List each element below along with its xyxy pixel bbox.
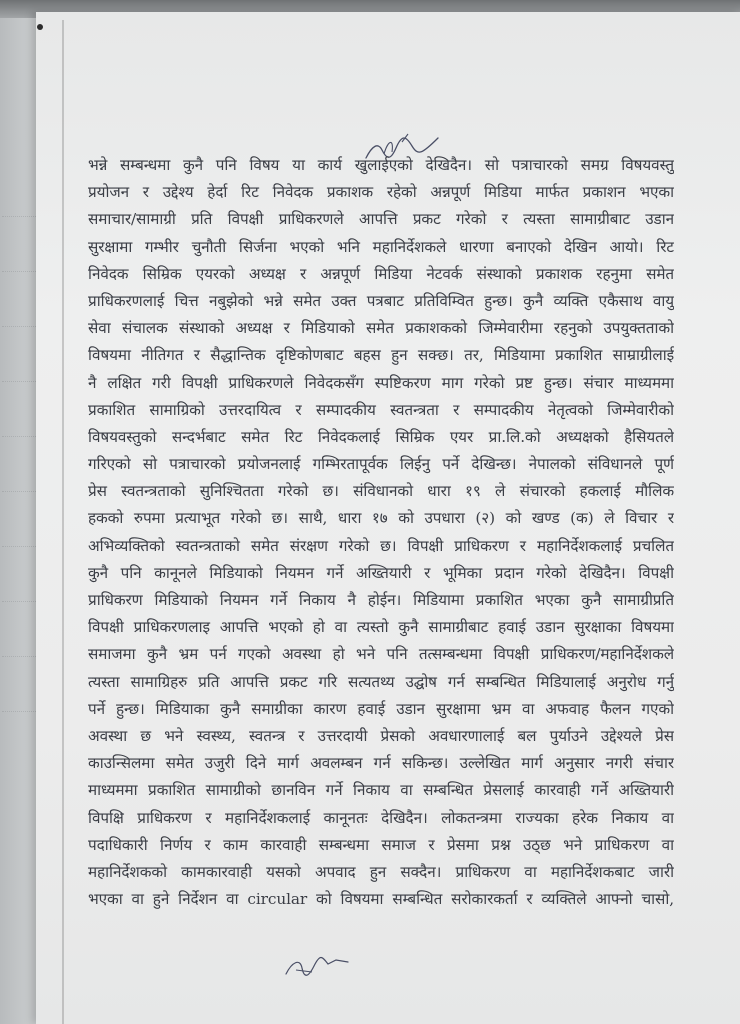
- text-line: विपक्षि प्राधिकरण र महानिर्देशकलाई कानूनतः देखिदैन। लोकतन्त्रमा राज्यका हरेक निकाय वा: [88, 808, 674, 827]
- text-line: प्रयोजन र उद्देश्य हेर्दा रिट निवेदक प्रकाशक रहेको अन्नपूर्ण मिडिया मार्फत प्रकाशन भएका: [88, 183, 674, 202]
- text-line: समाचार/सामाग्री प्रति विपक्षी प्राधिकरणले आपत्ति प्रकट गरेको र त्यस्ता सामाग्रीबाट उडान: [88, 210, 674, 229]
- text-line: प्रेस स्वतन्त्रताको सुनिश्चितता गरेको छ। संविधानको धारा १९ ले संचारको हकलाई मौलिक: [88, 482, 674, 501]
- pin-hole-icon: [37, 24, 43, 30]
- text-line: काउन्सिलमा समेत उजुरी दिने मार्ग अवलम्बन गर्न सकिन्छ। उल्लेखित मार्ग अनुसार नगरी संचार: [88, 754, 674, 773]
- text-line: भएका वा हुने निर्देशन वा circular को विषयमा सम्बन्धित सरोकारकर्ता र व्यक्तिले आफ्नो चासो,: [88, 890, 674, 909]
- text-line: प्राधिकरण मिडियाको नियमन गर्ने निकाय नै होईन। मिडियामा प्रकाशित भएका कुनै सामाग्रीप्रति: [88, 591, 674, 609]
- text-line: त्यस्ता सामाग्रिहरु प्रति आपत्ति प्रकट गरि सत्यतथ्य उद्घोष गर्न सम्बन्धित मिडियालाई अनुरोध गर्नु: [88, 672, 674, 691]
- text-line: प्राधिकरणलाई चित्त नबुझेको भन्ने समेत उक्त पत्रबाट प्रतिविम्वित हुन्छ। कुनै व्यक्ति एकैसाथ वायु: [88, 291, 674, 310]
- text-line: गरिएको सो पत्राचारको प्रयोजनलाई गम्भिरतापूर्वक लिईनु पर्ने देखिन्छ। नेपालको संविधानले पूर्ण: [88, 455, 674, 474]
- text-line: भन्ने सम्बन्धमा कुनै पनि विषय या कार्य खुलाईएको देखिदैन। सो पत्राचारको समग्र विषयवस्तु: [88, 156, 674, 174]
- text-line: समाजमा कुनै भ्रम पर्न गएको अवस्था हो भने पनि तत्सम्बन्धमा विपक्षी प्राधिकरण/महानिर्देशकले: [88, 645, 674, 664]
- text-line: विपक्षी प्राधिकरणलाइ आपत्ति भएको हो वा त्यस्तो कुनै सामाग्रीबाट हवाई उडान सुरक्षाका विषयमा: [88, 618, 674, 637]
- text-line: पर्ने हुन्छ। मिडियाका कुनै समाग्रीका कारण हवाई उडान सुरक्षामा भ्रम वा अफवाह फैलन गएको: [88, 699, 674, 718]
- text-line: कुनै पनि कानूनले मिडियाको नियमन गर्ने अख्तियारी र भूमिका प्रदान गरेको देखिदैन। विपक्षी: [88, 563, 674, 582]
- text-line: प्रकाशित सामाग्रिको उत्तरदायित्व र सम्पादकीय स्वतन्त्रता र सम्पादकीय नेतृत्वको जिम्मेवारीको: [88, 400, 674, 419]
- text-line: निवेदक सिम्रिक एयरको अध्यक्ष र अन्नपूर्ण मिडिया नेटवर्क संस्थाको प्रकाशक रहनुमा समेत: [88, 264, 674, 283]
- text-line: पदाधिकारी निर्णय र काम कारवाही सम्बन्धमा समाज र प्रेसमा प्रश्न उठ्छ भने प्राधिकरण वा: [88, 835, 674, 854]
- text-line: सुरक्षामा गम्भीर चुनौती सिर्जना भएको भनि महानिर्देशकले धारणा बनाएको देखिन आयो। रिट: [88, 237, 674, 256]
- page-fold-line: [62, 20, 64, 1024]
- text-line: अवस्था छ भने स्वस्थ्य, स्वतन्त्र र उत्तरदायी प्रेसको अवधारणालाई बल पुर्याउने उद्देश्यले प्रेस: [88, 726, 674, 745]
- text-line: नै लक्षित गरी विपक्षी प्राधिकरणले निवेदकसँग स्पष्टिकरण माग गरेको प्रष्ट हुन्छ। संचार माध्यममा: [88, 373, 674, 392]
- text-line: हकको रुपमा प्रत्याभूत गरेको छ। साथै, धारा १७ को उपधारा (२) को खण्ड (क) ले विचार र: [88, 509, 674, 528]
- text-line: विषयमा नीतिगत र सैद्धान्तिक दृष्टिकोणबाट बहस हुन सक्छ। तर, मिडियामा प्रकाशित साम्राग्रीलाई: [88, 346, 674, 365]
- bottom-signature-icon: [282, 950, 352, 980]
- document-body: [88, 152, 674, 913]
- text-line: सेवा संचालक संस्थाको अध्यक्ष र मिडियाको समेत प्रकाशकको जिम्मेवारीमा रहनुको उपयुक्तताको: [88, 319, 674, 338]
- text-line: महानिर्देशकको कामकारवाही यसको अपवाद हुन सक्दैन। प्राधिकरण वा महानिर्देशकबाट जारी: [88, 862, 674, 881]
- text-line: अभिव्यक्तिको स्वतन्त्रताको समेत संरक्षण गरेको छ। विपक्षी प्राधिकरण र महानिर्देशकलाई प्रचलित: [88, 536, 674, 555]
- text-line: माध्यममा प्रकाशित सामाग्रीको छानविन गर्ने निकाय वा सम्बन्धित प्रेसलाई कारवाही गर्ने अख्तियारी: [88, 781, 674, 800]
- text-line: विषयवस्तुको सन्दर्भबाट समेत रिट निवेदकलाई सिम्रिक एयर प्रा.लि.को अध्यक्षको हैसियतले: [88, 427, 674, 446]
